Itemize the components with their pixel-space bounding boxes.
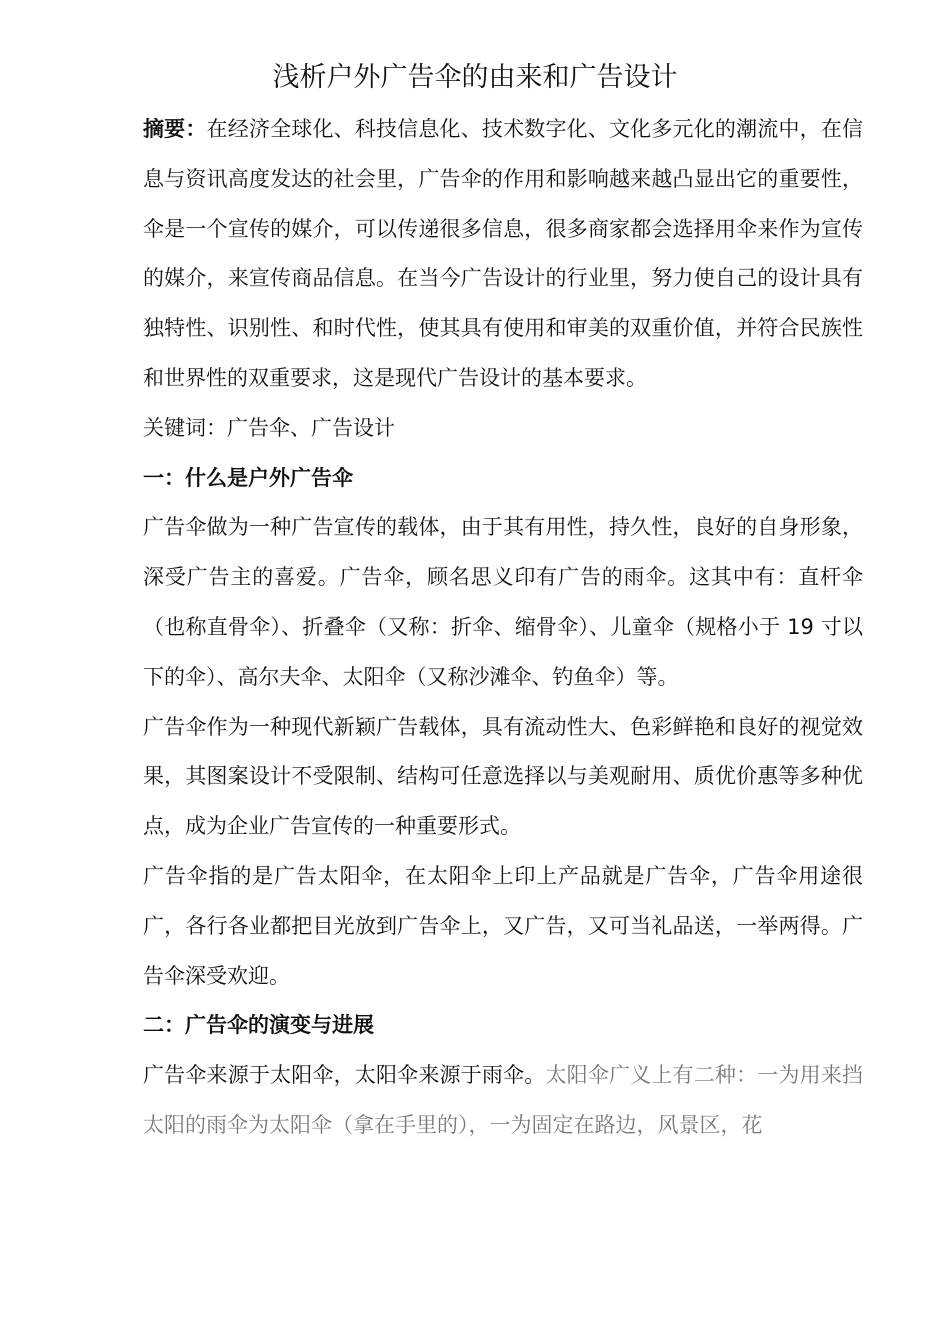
document-body xyxy=(143,105,863,1151)
document-title: 浅析户外广告伞的由来和广告设计 xyxy=(272,62,678,93)
section2-paragraph-muted: 太阳伞广义上有二种：一为用来挡太阳的雨伞为太阳伞（拿在手里的），一为固定在路边，风景区，花 xyxy=(143,1063,863,1137)
section1-paragraph-3: 广告伞指的是广告太阳伞，在太阳伞上印上产品就是广告伞，广告伞用途很广，各行各业都把目光放到广告伞上，又广告，又可当礼品送，一举两得。广告伞深受欢迎。 xyxy=(143,863,863,988)
section-heading-2: 二：广告伞的演变与进展 xyxy=(143,1013,374,1038)
section2-paragraph-1 xyxy=(143,1051,863,1151)
abstract-label: 摘要： xyxy=(143,117,207,141)
section1-paragraph-1: 广告伞做为一种广告宣传的载体，由于其有用性，持久性，良好的自身形象，深受广告主的喜爱。广告伞，顾名思义印有广告的雨伞。这其中有：直杆伞（也称直骨伞）、折叠伞（又称：折伞、缩骨伞）、儿童伞（规格小于 19 寸以下的伞）、高尔夫伞、太阳伞（又称沙滩伞、钓鱼伞）等。 xyxy=(143,515,863,689)
abstract-paragraph xyxy=(143,105,863,404)
keywords-line: 关键词：广告伞、广告设计 xyxy=(143,415,395,440)
section1-paragraph-2: 广告伞作为一种现代新颖广告载体，具有流动性大、色彩鲜艳和良好的视觉效果，其图案设计不受限制、结构可任意选择以与美观耐用、质优价惠等多种优点，成为企业广告宣传的一种重要形式。 xyxy=(143,714,863,839)
section2-paragraph-start: 广告伞来源于太阳伞，太阳伞来源于雨伞。 xyxy=(143,1063,546,1088)
section-heading-1: 一：什么是户外广告伞 xyxy=(143,465,353,490)
abstract-text: 在经济全球化、科技信息化、技术数字化、文化多元化的潮流中，在信息与资讯高度发达的社会里，广告伞的作用和影响越来越凸显出它的重要性，伞是一个宣传的媒介，可以传递很多信息，很多商家都会选择用伞来作为宣传的媒介，来宣传商品信息。在当今广告设计的行业里，努力使自己的设计具有独特性、识别性、和时代性，使其具有使用和审美的双重价值，并符合民族性和世界性的双重要求，这是现代广告设计的基本要求。 xyxy=(143,117,863,390)
